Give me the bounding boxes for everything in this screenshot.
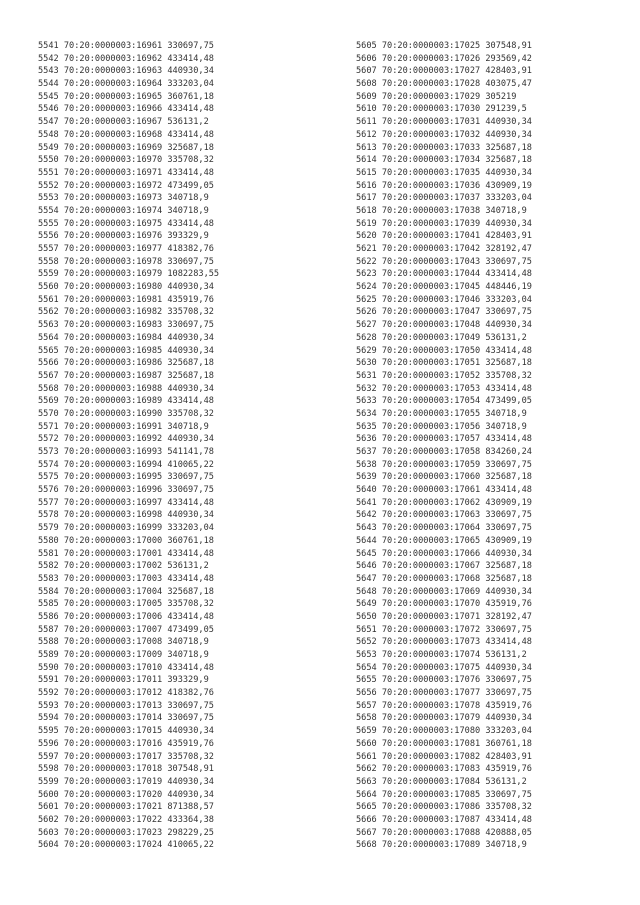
table-row: 5585 70:20:0000003:17005 335708,32 — [38, 599, 214, 610]
table-row: 5573 70:20:0000003:16993 541141,78 — [38, 447, 214, 457]
table-row: 5628 70:20:0000003:17049 536131,2 — [356, 332, 527, 343]
table-row: 5586 70:20:0000003:17006 433414,48 — [38, 611, 214, 622]
table-row: 5661 70:20:0000003:17082 428403,91 — [356, 751, 532, 762]
table-row: 5620 70:20:0000003:17041 428403,91 — [356, 231, 532, 242]
table-row: 5659 70:20:0000003:17080 333203,04 — [356, 726, 532, 737]
table-row: 5648 70:20:0000003:17069 440930,34 — [356, 586, 532, 597]
table-row: 5589 70:20:0000003:17009 340718,9 — [38, 650, 209, 660]
table-row: 5604 70:20:0000003:17024 410065,22 — [38, 840, 214, 851]
table-row: 5627 70:20:0000003:17048 440930,34 — [356, 320, 532, 331]
table-row: 5625 70:20:0000003:17046 333203,04 — [356, 294, 532, 305]
table-row: 5667 70:20:0000003:17088 420888,05 — [356, 827, 532, 838]
table-row: 5654 70:20:0000003:17075 440930,34 — [356, 662, 532, 673]
table-row: 5660 70:20:0000003:17081 360761,18 — [356, 738, 532, 749]
table-row: 5595 70:20:0000003:17015 440930,34 — [38, 726, 214, 737]
table-row: 5551 70:20:0000003:16971 433414,48 — [38, 167, 214, 178]
table-row: 5611 70:20:0000003:17031 440930,34 — [356, 117, 532, 128]
table-row: 5610 70:20:0000003:17030 291239,5 — [356, 104, 527, 115]
table-row: 5665 70:20:0000003:17086 335708,32 — [356, 802, 532, 813]
table-row: 5576 70:20:0000003:16996 330697,75 — [38, 485, 214, 496]
table-row: 5607 70:20:0000003:17027 428403,91 — [356, 66, 532, 77]
table-row: 5650 70:20:0000003:17071 328192,47 — [356, 611, 532, 622]
table-row: 5621 70:20:0000003:17042 328192,47 — [356, 244, 532, 254]
table-row: 5550 70:20:0000003:16970 335708,32 — [38, 155, 214, 166]
table-row: 5602 70:20:0000003:17022 433364,38 — [38, 814, 214, 825]
table-row: 5614 70:20:0000003:17034 325687,18 — [356, 155, 532, 166]
table-row: 5630 70:20:0000003:17051 325687,18 — [356, 358, 532, 369]
table-row: 5618 70:20:0000003:17038 340718,9 — [356, 205, 527, 216]
table-row: 5632 70:20:0000003:17053 433414,48 — [356, 383, 532, 394]
table-row: 5641 70:20:0000003:17062 430909,19 — [356, 497, 532, 508]
table-row: 5638 70:20:0000003:17059 330697,75 — [356, 459, 532, 470]
table-row: 5578 70:20:0000003:16998 440930,34 — [38, 510, 214, 521]
table-row: 5574 70:20:0000003:16994 410065,22 — [38, 459, 214, 470]
table-row: 5645 70:20:0000003:17066 440930,34 — [356, 548, 532, 559]
table-row: 5543 70:20:0000003:16963 440930,34 — [38, 66, 214, 77]
table-row: 5584 70:20:0000003:17004 325687,18 — [38, 586, 214, 597]
table-row: 5664 70:20:0000003:17085 330697,75 — [356, 789, 532, 800]
table-row: 5651 70:20:0000003:17072 330697,75 — [356, 624, 532, 635]
table-row: 5577 70:20:0000003:16997 433414,48 — [38, 497, 214, 508]
table-row: 5565 70:20:0000003:16985 440930,34 — [38, 345, 214, 356]
table-row: 5563 70:20:0000003:16983 330697,75 — [38, 320, 214, 331]
table-row: 5545 70:20:0000003:16965 360761,18 — [38, 91, 214, 102]
table-row: 5559 70:20:0000003:16979 1082283,55 — [38, 269, 220, 280]
table-row: 5608 70:20:0000003:17028 403075,47 — [356, 79, 532, 90]
table-row: 5579 70:20:0000003:16999 333203,04 — [38, 523, 214, 534]
table-row: 5575 70:20:0000003:16995 330697,75 — [38, 472, 214, 483]
table-row: 5666 70:20:0000003:17087 433414,48 — [356, 814, 532, 825]
table-row: 5569 70:20:0000003:16989 433414,48 — [38, 396, 214, 407]
table-row: 5547 70:20:0000003:16967 536131,2 — [38, 117, 209, 128]
table-row: 5557 70:20:0000003:16977 418382,76 — [38, 244, 214, 254]
table-row: 5623 70:20:0000003:17044 433414,48 — [356, 269, 532, 280]
table-row: 5544 70:20:0000003:16964 333203,04 — [38, 79, 214, 90]
table-row: 5626 70:20:0000003:17047 330697,75 — [356, 307, 532, 318]
table-row: 5560 70:20:0000003:16980 440930,34 — [38, 282, 214, 293]
table-row: 5653 70:20:0000003:17074 536131,2 — [356, 650, 527, 660]
table-row: 5571 70:20:0000003:16991 340718,9 — [38, 421, 209, 432]
table-row: 5616 70:20:0000003:17036 430909,19 — [356, 180, 532, 191]
table-row: 5568 70:20:0000003:16988 440930,34 — [38, 383, 214, 394]
table-row: 5646 70:20:0000003:17067 325687,18 — [356, 561, 532, 572]
table-row: 5644 70:20:0000003:17065 430909,19 — [356, 535, 532, 546]
table-row: 5590 70:20:0000003:17010 433414,48 — [38, 662, 214, 673]
table-row: 5657 70:20:0000003:17078 435919,76 — [356, 700, 532, 711]
table-row: 5606 70:20:0000003:17026 293569,42 — [356, 53, 532, 64]
table-row: 5601 70:20:0000003:17021 871388,57 — [38, 802, 214, 813]
table-row: 5597 70:20:0000003:17017 335708,32 — [38, 751, 214, 762]
table-row: 5662 70:20:0000003:17083 435919,76 — [356, 764, 532, 775]
table-row: 5617 70:20:0000003:17037 333203,04 — [356, 193, 532, 204]
table-row: 5619 70:20:0000003:17039 440930,34 — [356, 218, 532, 229]
table-row: 5637 70:20:0000003:17058 834260,24 — [356, 447, 532, 457]
table-row: 5593 70:20:0000003:17013 330697,75 — [38, 700, 214, 711]
table-row: 5581 70:20:0000003:17001 433414,48 — [38, 548, 214, 559]
table-row: 5596 70:20:0000003:17016 435919,76 — [38, 738, 214, 749]
table-row: 5566 70:20:0000003:16986 325687,18 — [38, 358, 214, 369]
table-row: 5552 70:20:0000003:16972 473499,05 — [38, 180, 214, 191]
table-row: 5594 70:20:0000003:17014 330697,75 — [38, 713, 214, 724]
table-row: 5561 70:20:0000003:16981 435919,76 — [38, 294, 214, 305]
table-row: 5642 70:20:0000003:17063 330697,75 — [356, 510, 532, 521]
table-row: 5647 70:20:0000003:17068 325687,18 — [356, 573, 532, 584]
table-row: 5603 70:20:0000003:17023 298229,25 — [38, 827, 214, 838]
table-row: 5649 70:20:0000003:17070 435919,76 — [356, 599, 532, 610]
table-row: 5643 70:20:0000003:17064 330697,75 — [356, 523, 532, 534]
left-column — [38, 40, 219, 852]
table-row: 5668 70:20:0000003:17089 340718,9 — [356, 840, 527, 851]
table-row: 5599 70:20:0000003:17019 440930,34 — [38, 776, 214, 787]
table-row: 5609 70:20:0000003:17029 305219 — [356, 91, 517, 102]
table-row: 5548 70:20:0000003:16968 433414,48 — [38, 129, 214, 140]
table-row: 5631 70:20:0000003:17052 335708,32 — [356, 370, 532, 381]
table-row: 5549 70:20:0000003:16969 325687,18 — [38, 142, 214, 153]
table-row: 5663 70:20:0000003:17084 536131,2 — [356, 776, 527, 787]
table-row: 5622 70:20:0000003:17043 330697,75 — [356, 256, 532, 267]
table-row: 5600 70:20:0000003:17020 440930,34 — [38, 789, 214, 800]
table-row: 5587 70:20:0000003:17007 473499,05 — [38, 624, 214, 635]
table-row: 5605 70:20:0000003:17025 307548,91 — [356, 41, 532, 51]
table-row: 5542 70:20:0000003:16962 433414,48 — [38, 53, 214, 64]
table-row: 5636 70:20:0000003:17057 433414,48 — [356, 434, 532, 445]
table-row: 5592 70:20:0000003:17012 418382,76 — [38, 688, 214, 699]
table-row: 5580 70:20:0000003:17000 360761,18 — [38, 535, 214, 546]
table-row: 5541 70:20:0000003:16961 330697,75 — [38, 41, 214, 51]
right-column — [356, 40, 532, 852]
table-row: 5572 70:20:0000003:16992 440930,34 — [38, 434, 214, 445]
table-row: 5546 70:20:0000003:16966 433414,48 — [38, 104, 214, 115]
table-row: 5655 70:20:0000003:17076 330697,75 — [356, 675, 532, 686]
table-row: 5570 70:20:0000003:16990 335708,32 — [38, 408, 214, 419]
table-row: 5553 70:20:0000003:16973 340718,9 — [38, 193, 209, 204]
table-row: 5567 70:20:0000003:16987 325687,18 — [38, 370, 214, 381]
table-row: 5656 70:20:0000003:17077 330697,75 — [356, 688, 532, 699]
table-row: 5612 70:20:0000003:17032 440930,34 — [356, 129, 532, 140]
table-row: 5562 70:20:0000003:16982 335708,32 — [38, 307, 214, 318]
table-row: 5633 70:20:0000003:17054 473499,05 — [356, 396, 532, 407]
table-row: 5582 70:20:0000003:17002 536131,2 — [38, 561, 209, 572]
table-row: 5634 70:20:0000003:17055 340718,9 — [356, 408, 527, 419]
table-row: 5640 70:20:0000003:17061 433414,48 — [356, 485, 532, 496]
table-row: 5598 70:20:0000003:17018 307548,91 — [38, 764, 214, 775]
table-row: 5629 70:20:0000003:17050 433414,48 — [356, 345, 532, 356]
table-row: 5658 70:20:0000003:17079 440930,34 — [356, 713, 532, 724]
table-row: 5564 70:20:0000003:16984 440930,34 — [38, 332, 214, 343]
table-row: 5556 70:20:0000003:16976 393329,9 — [38, 231, 209, 242]
table-row: 5652 70:20:0000003:17073 433414,48 — [356, 637, 532, 648]
table-row: 5591 70:20:0000003:17011 393329,9 — [38, 675, 209, 686]
table-row: 5554 70:20:0000003:16974 340718,9 — [38, 205, 209, 216]
table-row: 5558 70:20:0000003:16978 330697,75 — [38, 256, 214, 267]
table-row: 5615 70:20:0000003:17035 440930,34 — [356, 167, 532, 178]
table-row: 5639 70:20:0000003:17060 325687,18 — [356, 472, 532, 483]
table-row: 5588 70:20:0000003:17008 340718,9 — [38, 637, 209, 648]
table-row: 5624 70:20:0000003:17045 448446,19 — [356, 282, 532, 293]
table-row: 5635 70:20:0000003:17056 340718,9 — [356, 421, 527, 432]
table-row: 5555 70:20:0000003:16975 433414,48 — [38, 218, 214, 229]
table-row: 5613 70:20:0000003:17033 325687,18 — [356, 142, 532, 153]
table-row: 5583 70:20:0000003:17003 433414,48 — [38, 573, 214, 584]
